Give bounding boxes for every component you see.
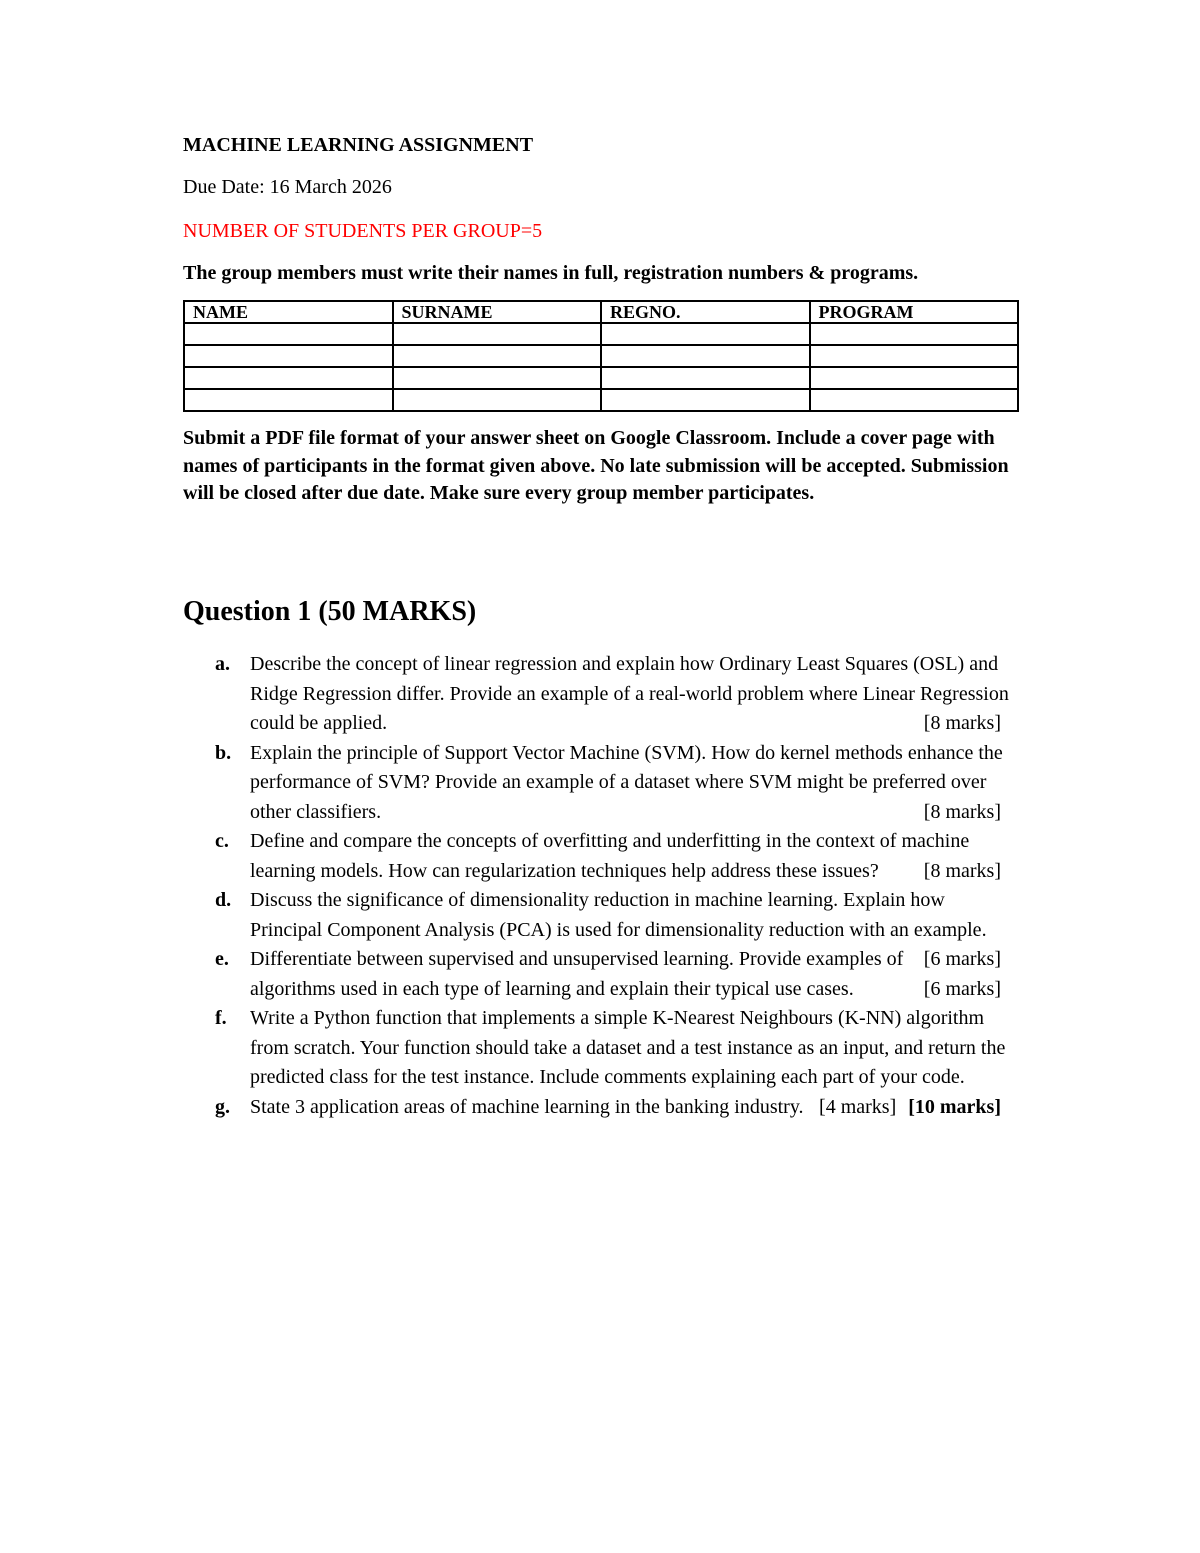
question-marks: [8 marks] [923,712,1001,734]
column-header-surname: SURNAME [393,301,602,323]
question-text: Differentiate between supervised and unsupervised learning. Provide examples of algorithms used in each type of learning and explain their typical use cases. [250,948,904,1000]
table-cell [184,389,393,411]
table-cell [184,367,393,389]
table-cell [810,367,1019,389]
question-marks: [8 marks] [923,800,1001,823]
due-date: Due Date: 16 March 2026 [183,176,392,198]
table-cell [601,345,810,367]
table-cell [184,323,393,345]
column-header-program: PROGRAM [810,301,1019,323]
group-size-note: NUMBER OF STUDENTS PER GROUP=5 [183,220,543,242]
question-item-b [183,739,1013,828]
column-header-name: NAME [184,301,393,323]
column-header-regno: REGNO. [601,301,810,323]
table-row [184,367,1018,389]
question-text: Discuss the significance of dimensionality reduction in machine learning. Explain how Principal Component Analysis (PCA) is used for dimensionality reduction with an example. [250,889,987,941]
table-row [184,323,1018,345]
table-row [184,389,1018,411]
members-table-header-row [184,301,1018,323]
question-letter: g. [215,1095,230,1118]
submission-instructions: Submit a PDF file format of your answer sheet on Google Classroom. Include a cover page with names of participants in the format given above. No late submission will be accepted. Submission will be closed after due date. Make sure every group member participates. [183,427,1009,504]
question-item-a [183,650,1013,739]
table-cell [393,345,602,367]
question-text: Write a Python function that implements a simple K-Nearest Neighbours (K-NN) algorithm from scratch. Your function should take a dataset and a test instance as an input, and return the predicted class for the test instance. Include comments explaining each part of your code. [250,1007,1006,1088]
members-table [183,300,1019,412]
document-title: MACHINE LEARNING ASSIGNMENT [183,134,534,156]
question-text: Define and compare the concepts of overfitting and underfitting in the context of machine learning models. How can regularization techniques help address these issues? [250,830,970,882]
table-row [184,345,1018,367]
question-marks: [10 marks] [908,1095,1001,1118]
question-item-d [183,886,1013,970]
question-item-e [183,945,1013,1004]
members-instruction: The group members must write their names in full, registration numbers & programs. [183,262,919,284]
question-letter: b. [215,741,232,764]
question-text: Explain the principle of Support Vector Machine (SVM). How do kernel methods enhance the performance of SVM? Provide an example of a dataset where SVM might be preferred over other classifiers. [250,741,1003,823]
question-text: Describe the concept of linear regression and explain how Ordinary Least Squares (OSL) and Ridge Regression differ. Provide an example of a real-world problem where Linear Regression could be applied. [250,653,1009,734]
table-cell [184,345,393,367]
table-cell [810,345,1019,367]
question-marks: [8 marks] [923,859,1001,882]
table-cell [393,367,602,389]
question-letter: e. [215,948,229,970]
question-marks: [6 marks] [923,948,1001,970]
question-letter: d. [215,889,232,911]
question-letter: a. [215,653,230,675]
table-cell [810,389,1019,411]
table-cell [601,323,810,345]
question-heading: Question 1 (50 MARKS) [183,596,477,627]
question-list [183,650,1013,1122]
question-letter: f. [215,1007,227,1029]
question-letter: c. [215,830,229,852]
table-cell [393,323,602,345]
question-item-c [183,827,1013,886]
table-cell [810,323,1019,345]
question-marks: [4 marks] [819,1095,897,1118]
table-cell [601,367,810,389]
question-item-g [183,1093,1013,1123]
table-cell [393,389,602,411]
question-marks: [6 marks] [923,977,1001,1000]
question-text: State 3 application areas of machine learning in the banking industry. [250,1095,804,1118]
table-cell [601,389,810,411]
